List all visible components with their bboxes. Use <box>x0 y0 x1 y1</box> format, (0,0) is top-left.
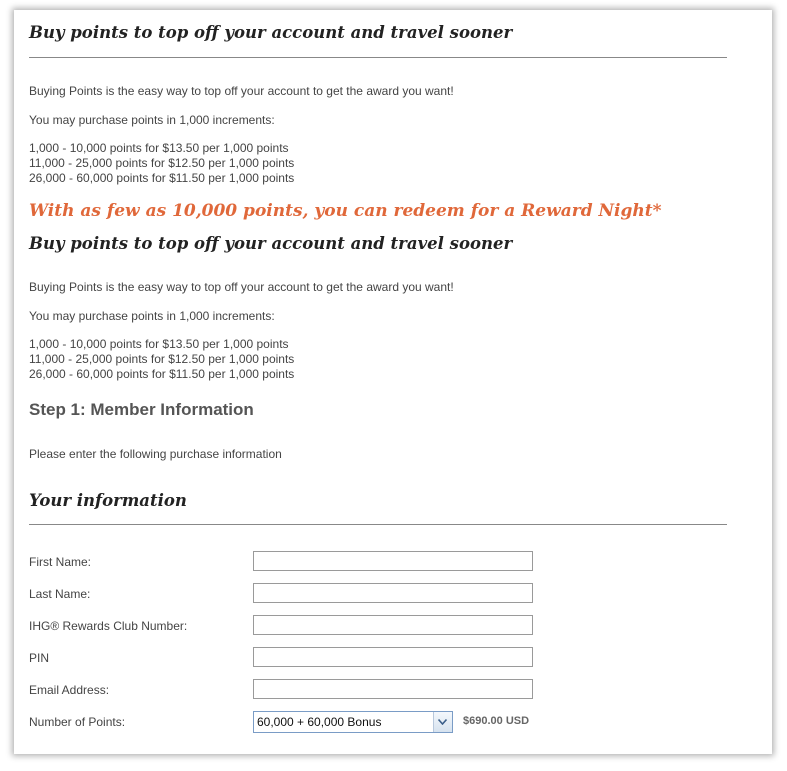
rate-tier-2: 11,000 - 25,000 points for $12.50 per 1,000 points <box>29 156 295 170</box>
rate-tier-2: 11,000 - 25,000 points for $12.50 per 1,000 points <box>29 352 295 366</box>
number-of-points-label: Number of Points: <box>29 715 126 729</box>
section2-rate-list <box>29 337 294 382</box>
step1-title: Step 1: Member Information <box>29 400 254 419</box>
section2-intro: Buying Points is the easy way to top off your account to get the award you want! <box>29 280 454 294</box>
first-name-label: First Name: <box>29 555 92 569</box>
last-name-row <box>29 583 729 605</box>
dropdown-toggle[interactable] <box>433 712 452 732</box>
rewards-number-label: IHG® Rewards Club Number: <box>29 619 188 633</box>
first-name-row <box>29 551 729 573</box>
your-information-divider <box>29 524 727 525</box>
rewards-number-row <box>29 615 729 637</box>
email-row <box>29 679 729 701</box>
last-name-label: Last Name: <box>29 587 91 601</box>
number-of-points-selected-value: 60,000 + 60,000 Bonus <box>257 715 382 729</box>
page-frame <box>14 10 772 754</box>
first-name-input[interactable] <box>253 551 533 571</box>
section1-rate-list <box>29 141 294 186</box>
your-information-heading: Your information <box>29 491 187 510</box>
section2-heading: Buy points to top off your account and travel sooner <box>29 234 513 253</box>
rate-tier-3: 26,000 - 60,000 points for $11.50 per 1,000 points <box>29 367 295 381</box>
rate-tier-1: 1,000 - 10,000 points for $13.50 per 1,000 points <box>29 141 289 155</box>
email-label: Email Address: <box>29 683 110 697</box>
pin-input[interactable] <box>253 647 533 667</box>
step1-instruction: Please enter the following purchase information <box>29 447 282 461</box>
section1-heading: Buy points to top off your account and travel sooner <box>29 23 513 42</box>
total-price: $690.00 USD <box>463 715 530 727</box>
reward-night-promo: With as few as 10,000 points, you can redeem for a Reward Night* <box>29 201 662 221</box>
section1-increments: You may purchase points in 1,000 increments: <box>29 113 275 127</box>
number-of-points-row <box>29 711 729 733</box>
section2-increments: You may purchase points in 1,000 increments: <box>29 309 275 323</box>
pin-label: PIN <box>29 651 50 665</box>
rate-tier-3: 26,000 - 60,000 points for $11.50 per 1,000 points <box>29 171 295 185</box>
number-of-points-select[interactable] <box>253 711 453 733</box>
pin-row <box>29 647 729 669</box>
chevron-down-icon <box>438 719 447 725</box>
section1-divider <box>29 57 727 58</box>
last-name-input[interactable] <box>253 583 533 603</box>
rewards-number-input[interactable] <box>253 615 533 635</box>
section1-intro: Buying Points is the easy way to top off your account to get the award you want! <box>29 84 454 98</box>
email-input[interactable] <box>253 679 533 699</box>
rate-tier-1: 1,000 - 10,000 points for $13.50 per 1,000 points <box>29 337 289 351</box>
